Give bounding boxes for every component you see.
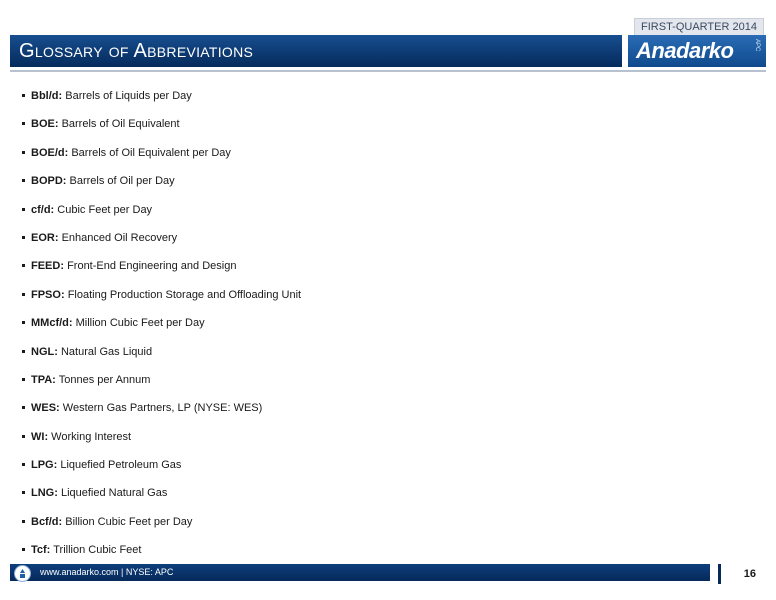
- glossary-definition: Barrels of Liquids per Day: [65, 90, 192, 102]
- glossary-abbr: WI:: [31, 430, 49, 443]
- bullet-icon: [22, 236, 25, 239]
- glossary-item: [22, 257, 722, 285]
- glossary-item: [22, 172, 722, 200]
- glossary-item: [22, 87, 722, 115]
- glossary-abbr: WES:: [31, 402, 60, 415]
- glossary-definition: Billion Cubic Feet per Day: [65, 515, 193, 528]
- glossary-definition: Western Gas Partners, LP (NYSE: WES): [62, 402, 263, 415]
- glossary-definition: Liquefied Natural Gas: [60, 487, 168, 500]
- glossary-abbr: BOE:: [31, 118, 59, 131]
- glossary-definition: Barrels of Oil Equivalent: [61, 118, 180, 131]
- bullet-icon: [22, 378, 25, 381]
- glossary-definition: Liquefied Petroleum Gas: [60, 459, 182, 472]
- recycle-icon: [14, 565, 31, 582]
- glossary-abbr: FPSO:: [31, 288, 65, 301]
- bullet-icon: [22, 321, 25, 324]
- glossary-abbr: EOR:: [31, 231, 59, 244]
- bullet-icon: [22, 179, 25, 182]
- glossary-abbr: BOE/d:: [31, 146, 69, 159]
- glossary-abbr: LNG:: [31, 487, 58, 500]
- header-divider: [10, 70, 766, 72]
- bullet-icon: [22, 264, 25, 267]
- bullet-icon: [22, 491, 25, 494]
- bullet-icon: [22, 463, 25, 466]
- glossary-item: [22, 115, 722, 143]
- glossary-definition: Trillion Cubic Feet: [53, 544, 142, 557]
- glossary-item: [22, 343, 722, 371]
- glossary-abbr: FEED:: [31, 260, 64, 273]
- glossary-abbr: LPG:: [31, 459, 58, 472]
- glossary-definition: Barrels of Oil Equivalent per Day: [71, 146, 231, 159]
- title-bar: [10, 35, 622, 67]
- bullet-icon: [22, 94, 25, 97]
- glossary-definition: Front-End Engineering and Design: [67, 260, 237, 273]
- glossary-item: [22, 144, 722, 172]
- footer-link[interactable]: www.anadarko.com | NYSE: APC: [40, 567, 174, 577]
- glossary-item: [22, 314, 722, 342]
- glossary-list: [22, 87, 722, 570]
- glossary-abbr: BOPD:: [31, 175, 67, 188]
- glossary-item: [22, 399, 722, 427]
- glossary-definition: Cubic Feet per Day: [57, 203, 153, 216]
- bullet-icon: [22, 350, 25, 353]
- glossary-abbr: Tcf:: [31, 544, 51, 557]
- company-logo: [628, 35, 766, 67]
- glossary-item: [22, 229, 722, 257]
- logo-text: Anadarko: [636, 38, 734, 63]
- footer-bar: [10, 564, 710, 581]
- glossary-definition: Natural Gas Liquid: [60, 345, 153, 358]
- bullet-icon: [22, 151, 25, 154]
- page-number: 16: [718, 564, 766, 584]
- glossary-item: [22, 513, 722, 541]
- bullet-icon: [22, 435, 25, 438]
- glossary-abbr: Bcf/d:: [31, 515, 63, 528]
- glossary-abbr: MMcf/d:: [31, 317, 73, 330]
- bullet-icon: [22, 548, 25, 551]
- bullet-icon: [22, 520, 25, 523]
- glossary-item: [22, 484, 722, 512]
- glossary-item: [22, 286, 722, 314]
- quarter-label: FIRST-QUARTER 2014: [634, 18, 764, 36]
- glossary-item: [22, 371, 722, 399]
- glossary-definition: Million Cubic Feet per Day: [75, 317, 205, 330]
- glossary-abbr: Bbl/d:: [31, 90, 63, 102]
- glossary-item: [22, 428, 722, 456]
- bullet-icon: [22, 208, 25, 211]
- bullet-icon: [22, 122, 25, 125]
- logo-mark: APC: [754, 39, 760, 52]
- glossary-definition: Tonnes per Annum: [58, 373, 151, 386]
- glossary-definition: Barrels of Oil per Day: [69, 175, 175, 188]
- glossary-item: [22, 456, 722, 484]
- glossary-definition: Working Interest: [51, 430, 132, 443]
- bullet-icon: [22, 406, 25, 409]
- glossary-definition: Floating Production Storage and Offloading Unit: [67, 288, 302, 301]
- glossary-item: [22, 201, 722, 229]
- glossary-abbr: cf/d:: [31, 203, 55, 216]
- glossary-abbr: TPA:: [31, 373, 56, 386]
- bullet-icon: [22, 293, 25, 296]
- glossary-definition: Enhanced Oil Recovery: [61, 231, 178, 244]
- glossary-abbr: NGL:: [31, 345, 58, 358]
- page-title: Glossary of Abbreviations: [19, 40, 254, 62]
